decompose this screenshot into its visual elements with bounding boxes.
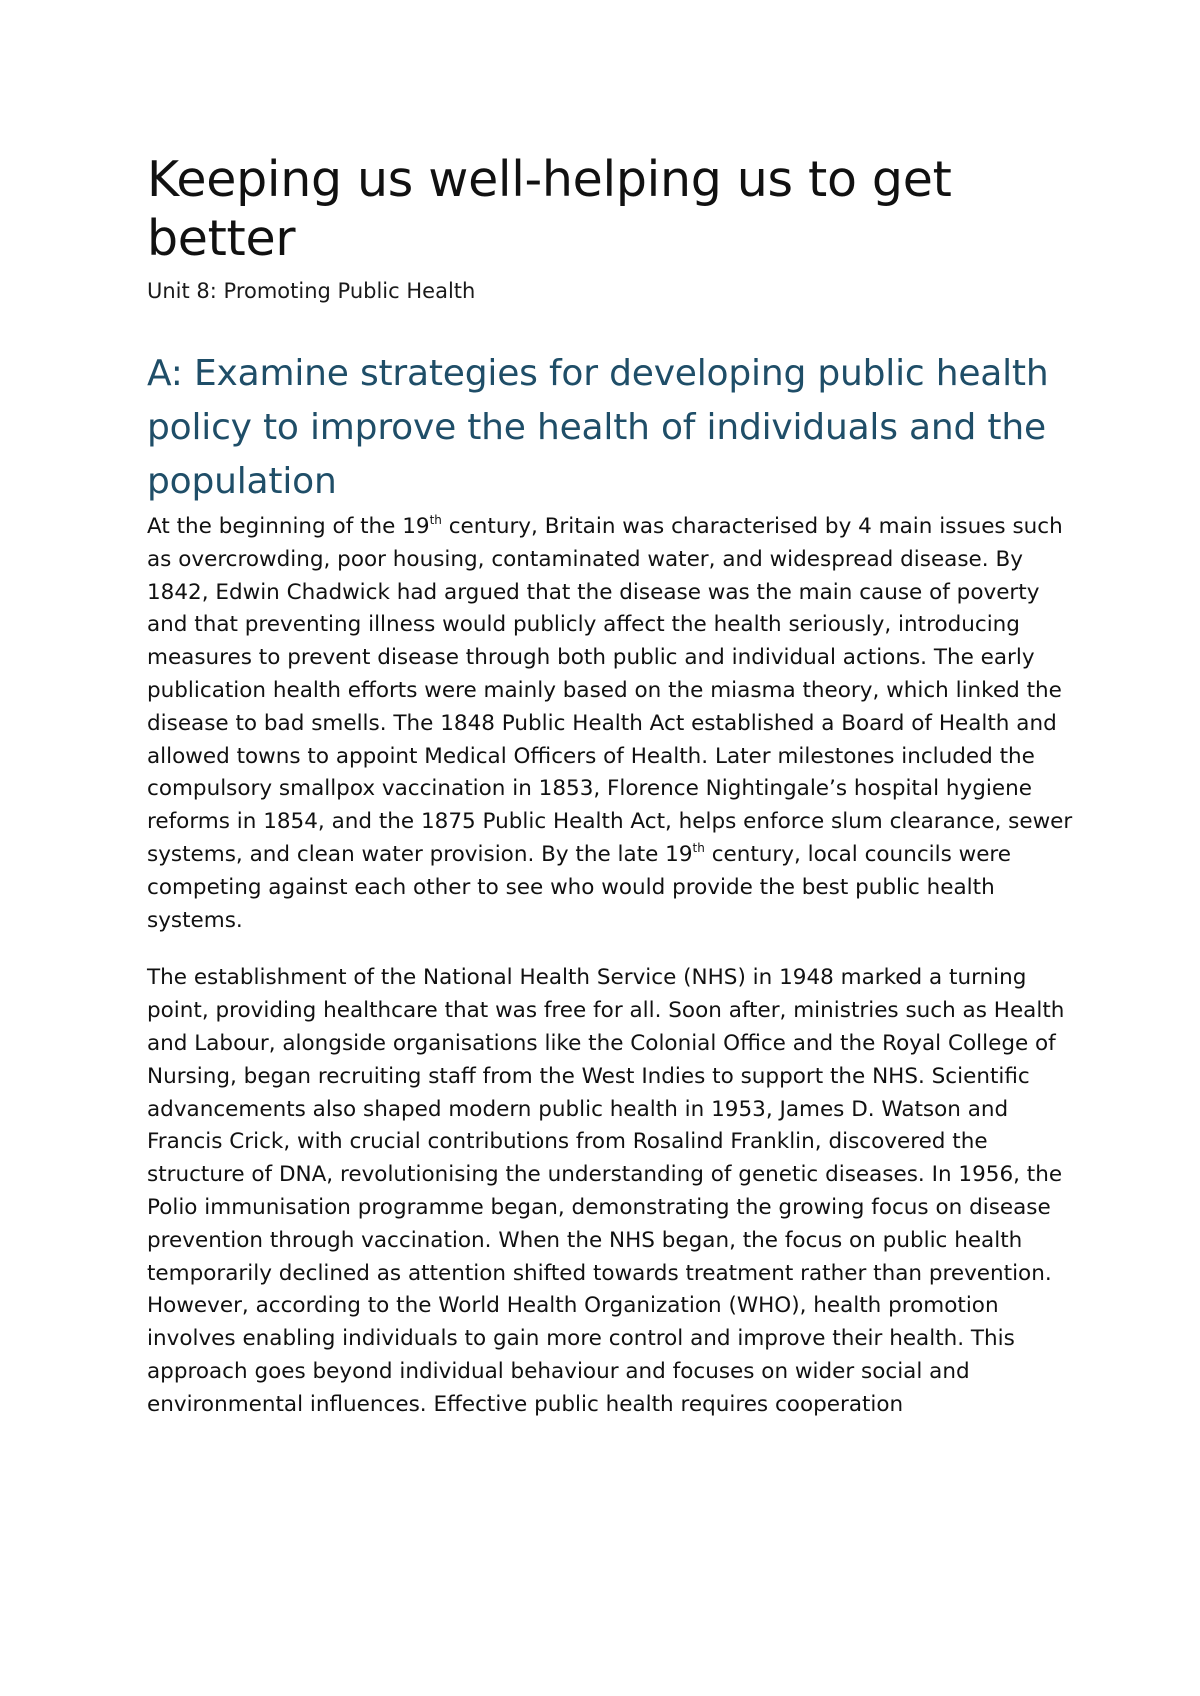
body-paragraph-1 (147, 511, 1077, 937)
document-page (147, 150, 1077, 1422)
ordinal-suffix: th (429, 513, 442, 527)
document-title: Keeping us well-helping us to get better (147, 151, 952, 267)
paragraph-1-text-b: century, Britain was characterised by 4 main issues such as overcrowding, poor housing, contaminated water, and widespread disease. By 1842, Edwin Chadwick had argued that the disease was the main cause of poverty and that preventing illness would publicly affect the health seriously, introducing measures to prevent disease through both public and individual actions. The early publication health efforts were mainly based on the miasma theory, which linked the disease to bad smells. The 1848 Public Health Act established a Board of Health and allowed towns to appoint Medical Officers of Health. Later milestones included the compulsory smallpox vaccination in 1853, Florence Nightingale’s hospital hygiene reforms in 1854, and the 1875 Public Health Act, helps enforce slum clearance, sewer systems, and clean water provision. By the late 19 (147, 514, 1073, 867)
paragraph-1-text-c: century, local councils were competing against each other to see who would provide the best public health systems. (147, 841, 1012, 933)
ordinal-suffix: th (692, 840, 705, 855)
paragraph-1-text-a: At the beginning of the 19 (147, 514, 430, 539)
document-subtitle: Unit 8: Promoting Public Health (147, 279, 476, 303)
body-paragraph-2: The establishment of the National Health Service (NHS) in 1948 marked a turning point, providing healthcare that was free for all. Soon after, ministries such as Health and Labour, alongside organisations like the Colonial Office and the Royal College of Nursing, began recruiting staff from the West Indies to support the NHS. Scientific advancements also shaped modern public health in 1953, James D. Watson and Francis Crick, with crucial contributions from Rosalind Franklin, discovered the structure of DNA, revolutionising the understanding of genetic diseases. In 1956, the Polio immunisation programme began, demonstrating the growing focus on disease prevention through vaccination. When the NHS began, the focus on public health temporarily declined as attention shifted towards treatment rather than prevention. However, according to the World Health Organization (WHO), health promotion involves enabling individuals to gain more control and improve their health. This approach goes beyond individual behaviour and focuses on wider social and environmental influences. Effective public health requires cooperation (147, 965, 1065, 1417)
section-heading: A: Examine strategies for developing public health policy to improve the health of individuals and the population (147, 353, 1049, 502)
